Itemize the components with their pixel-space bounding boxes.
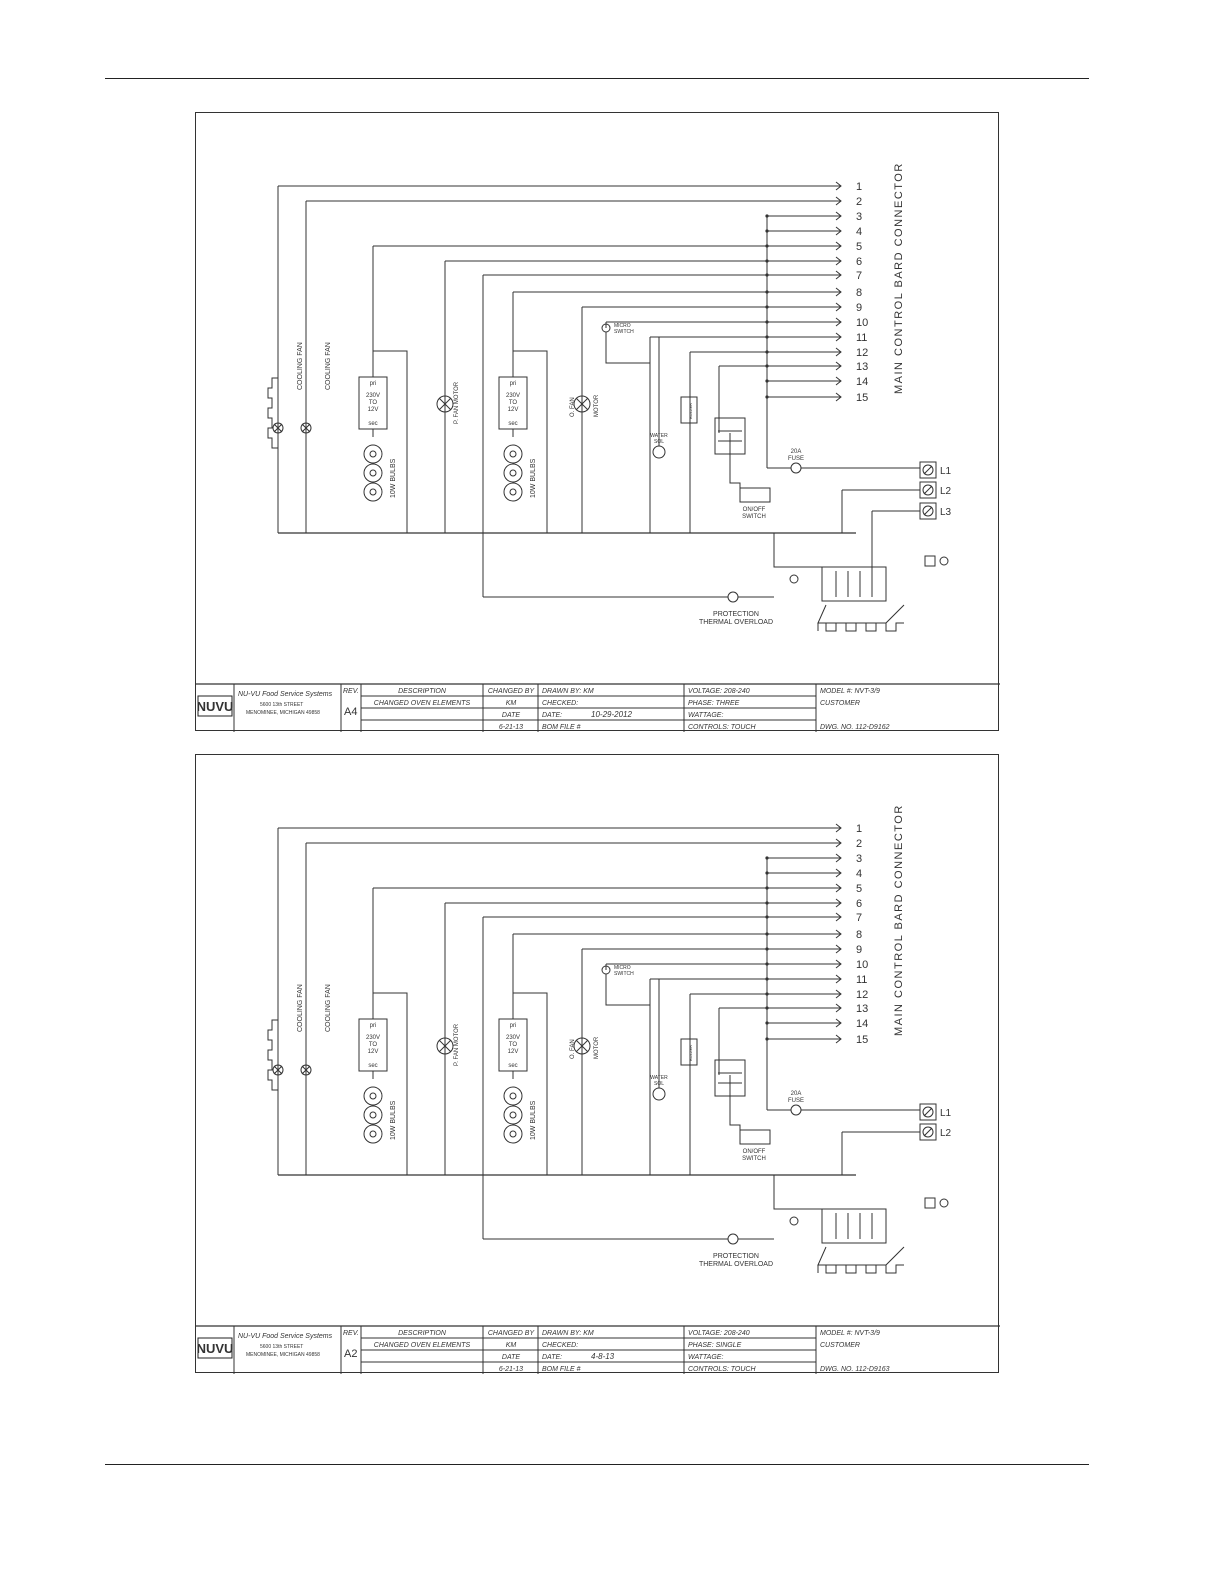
- water-sol-label: SOL: [653, 439, 665, 445]
- connector-pin-number: 12: [856, 347, 869, 359]
- bulbs-label: 10W BULBS: [390, 458, 397, 498]
- customer: CUSTOMER: [820, 1342, 860, 1349]
- contactor-wire: [774, 533, 822, 567]
- header-rule: [105, 78, 1089, 79]
- water-sol-label: SOL: [653, 1081, 665, 1087]
- phase: PHASE: THREE: [688, 700, 740, 707]
- junction: [765, 977, 768, 980]
- junction: [765, 962, 768, 965]
- thermal-label: THERMAL OVERLOAD: [698, 619, 774, 626]
- wiring-diagram: [196, 113, 1000, 732]
- bulb-symbol: [364, 1106, 382, 1124]
- changed-by-header: CHANGED BY: [487, 1330, 535, 1337]
- drawing-number: DWG. NO. 112-D9163: [820, 1366, 890, 1373]
- ground-box: [925, 1198, 935, 1208]
- drawn-by: DRAWN BY: KM: [542, 1330, 594, 1337]
- micro-switch-label: SWITCH: [614, 971, 634, 977]
- junction: [765, 229, 768, 232]
- relay-coil-symbol: [790, 1217, 798, 1225]
- bulb-symbol: [364, 445, 382, 463]
- junction: [765, 947, 768, 950]
- junction: [765, 214, 768, 217]
- connector-pin-number: 1: [856, 823, 863, 835]
- changed-by-header: CHANGED BY: [487, 688, 535, 695]
- rev-header: REV.: [343, 1330, 359, 1337]
- fuse-symbol: [791, 463, 801, 473]
- bom-file: BOM FILE #: [542, 1366, 581, 1373]
- buzzer-label: BUZZER: [688, 1045, 693, 1061]
- p-fan-motor-label: P. FAN MOTOR: [454, 1023, 460, 1066]
- bulb-filament: [370, 1131, 376, 1137]
- junction: [765, 901, 768, 904]
- junction: [765, 871, 768, 874]
- junction: [765, 305, 768, 308]
- description-value: CHANGED OVEN ELEMENTS: [373, 700, 471, 707]
- footer-rule: [105, 1464, 1089, 1465]
- rev-header: REV.: [343, 688, 359, 695]
- connector-title: MAIN CONTROL BARD CONNECTOR: [893, 804, 905, 1036]
- on-off-switch-label: ON/OFF: [742, 1149, 766, 1155]
- transformer-spec: 12V: [507, 1049, 519, 1055]
- model-number: MODEL #: NVT-3/9: [820, 1330, 880, 1337]
- connector-pin-number: 2: [856, 196, 863, 208]
- micro-switch-label: SWITCH: [614, 329, 634, 335]
- date-header: DATE: [501, 712, 521, 719]
- o-fan-motor-label: O. FAN: [570, 397, 576, 417]
- transformer-sec: sec: [508, 1063, 518, 1069]
- junction: [765, 290, 768, 293]
- drawing-number: DWG. NO. 112-D9162: [820, 724, 890, 731]
- connector-pin-number: 11: [856, 974, 868, 986]
- date-label: DATE:: [542, 712, 563, 719]
- terminal-label: L1: [940, 466, 952, 477]
- bulb-filament: [370, 1093, 376, 1099]
- connector-pin-number: 12: [856, 989, 869, 1001]
- heater-element: [268, 1020, 278, 1090]
- on-off-switch-label: ON/OFF: [742, 507, 766, 513]
- on-off-switch-box: [740, 488, 770, 502]
- fuse-label: FUSE: [787, 1098, 805, 1104]
- transformer-spec: TO: [508, 1042, 518, 1048]
- fuse-label: 20A: [790, 449, 802, 455]
- ground-symbol: [940, 1199, 948, 1207]
- bulbs-label: 10W BULBS: [390, 1100, 397, 1140]
- water-sol-label: WATER: [650, 1075, 668, 1081]
- voltage: VOLTAGE: 208-240: [688, 688, 750, 695]
- water-sol-symbol: [653, 446, 665, 458]
- terminal-slot: [924, 466, 932, 474]
- terminal-label: L2: [940, 486, 952, 497]
- fuse-label: FUSE: [787, 456, 805, 462]
- bulb-filament: [510, 1131, 516, 1137]
- junction: [765, 364, 768, 367]
- connector-pin-number: 4: [856, 226, 863, 238]
- bom-file: BOM FILE #: [542, 724, 581, 731]
- connector-pin-number: 15: [856, 1034, 869, 1046]
- relay-coil-symbol: [790, 575, 798, 583]
- o-fan-motor-label: MOTOR: [594, 394, 600, 417]
- junction: [765, 273, 768, 276]
- connector-pin-number: 8: [856, 929, 863, 941]
- transformer-return: [513, 993, 547, 1175]
- connector-pin-number: 14: [856, 1018, 869, 1030]
- transformer-spec: 12V: [367, 1049, 379, 1055]
- cooling-fan-1-label: COOLING FAN: [297, 342, 304, 390]
- transformer-pri: pri: [369, 1023, 377, 1029]
- company-name: NU-VU Food Service Systems: [238, 691, 333, 698]
- junction: [765, 259, 768, 262]
- junction: [765, 350, 768, 353]
- on-off-switch-label: SWITCH: [742, 514, 766, 520]
- phase: PHASE: SINGLE: [688, 1342, 742, 1349]
- heater-element: [818, 1265, 904, 1273]
- connector-pin-number: 13: [856, 1003, 869, 1015]
- contactor-wire: [774, 1175, 822, 1209]
- bulb-symbol: [364, 464, 382, 482]
- connector-pin-number: 10: [856, 959, 869, 971]
- connector-pin-number: 5: [856, 883, 863, 895]
- ground-symbol: [940, 557, 948, 565]
- customer: CUSTOMER: [820, 700, 860, 707]
- terminal-slot: [924, 507, 932, 515]
- bulb-filament: [510, 1093, 516, 1099]
- wiring-diagram: [196, 755, 1000, 1374]
- controls: CONTROLS: TOUCH: [688, 724, 756, 731]
- thermal-overload-symbol: [728, 1234, 738, 1244]
- transformer-spec: TO: [368, 400, 378, 406]
- bulb-filament: [370, 1112, 376, 1118]
- junction: [765, 1037, 768, 1040]
- terminal-label: L1: [940, 1108, 952, 1119]
- transformer-spec: 230V: [365, 1035, 381, 1041]
- fuse-label: 20A: [790, 1091, 802, 1097]
- bulb-filament: [510, 489, 516, 495]
- junction: [765, 992, 768, 995]
- rev-value: A2: [344, 1348, 358, 1360]
- transformer-sec: sec: [368, 1063, 378, 1069]
- bulb-filament: [370, 451, 376, 457]
- date-label: DATE:: [542, 1354, 563, 1361]
- connector-pin-number: 3: [856, 211, 863, 223]
- controls: CONTROLS: TOUCH: [688, 1366, 756, 1373]
- bulb-filament: [510, 1112, 516, 1118]
- cooling-fan-2-label: COOLING FAN: [325, 342, 332, 390]
- transformer-spec: 12V: [367, 407, 379, 413]
- heater-feed: [818, 605, 904, 623]
- bulb-symbol: [364, 1125, 382, 1143]
- bulb-symbol: [504, 1106, 522, 1124]
- transformer-spec: 12V: [507, 407, 519, 413]
- transformer-pri: pri: [509, 1023, 517, 1029]
- transformer-spec: TO: [368, 1042, 378, 1048]
- junction: [765, 335, 768, 338]
- wiring-sheet-single-phase: [195, 754, 999, 1373]
- micro-switch-wire: [606, 332, 650, 363]
- thermal-overload-symbol: [728, 592, 738, 602]
- fuse-symbol: [791, 1105, 801, 1115]
- bulbs-label: 10W BULBS: [530, 1100, 537, 1140]
- company-address: 5600 13th STREET: [260, 702, 304, 708]
- connector-pin-number: 2: [856, 838, 863, 850]
- bulb-filament: [370, 489, 376, 495]
- connector-pin-number: 9: [856, 302, 863, 314]
- terminal-slot: [924, 1108, 932, 1116]
- cooling-fan-2-label: COOLING FAN: [325, 984, 332, 1032]
- connector-pin-number: 11: [856, 332, 868, 344]
- buzzer-label: BUZZER: [688, 403, 693, 419]
- drawn-by: DRAWN BY: KM: [542, 688, 594, 695]
- changed-by-value: KM: [505, 700, 517, 707]
- transformer-spec: 230V: [365, 393, 381, 399]
- junction: [765, 320, 768, 323]
- bulb-symbol: [504, 445, 522, 463]
- company-address: MENOMINEE, MICHIGAN 49858: [246, 1352, 320, 1358]
- date-value: 10-29-2012: [591, 710, 632, 719]
- transformer-return: [373, 993, 407, 1175]
- wattage: WATTAGE:: [688, 1354, 724, 1361]
- connector-pin-number: 10: [856, 317, 869, 329]
- junction: [765, 244, 768, 247]
- water-sol-wire: [650, 337, 659, 446]
- connector-pin-number: 9: [856, 944, 863, 956]
- wiring-sheet-three-phase: [195, 112, 999, 731]
- description-header: DESCRIPTION: [398, 1330, 446, 1337]
- changed-date-value: 6-21-13: [498, 724, 524, 731]
- checked-by: CHECKED:: [542, 700, 579, 707]
- junction: [765, 1006, 768, 1009]
- connector-pin-number: 6: [856, 256, 863, 268]
- transformer-return: [513, 351, 547, 533]
- connector-pin-number: 6: [856, 898, 863, 910]
- date-header: DATE: [501, 1354, 521, 1361]
- bulb-filament: [370, 470, 376, 476]
- company-logo-text: NUVU: [196, 1341, 234, 1356]
- on-off-switch-label: SWITCH: [742, 1156, 766, 1162]
- connector-pin-number: 3: [856, 853, 863, 865]
- micro-switch-label: MICRO: [614, 323, 631, 329]
- connector-pin-number: 5: [856, 241, 863, 253]
- thermal-label: PROTECTION: [713, 611, 759, 618]
- company-name: NU-VU Food Service Systems: [238, 1333, 333, 1340]
- bulb-symbol: [504, 1125, 522, 1143]
- on-off-switch-box: [740, 1130, 770, 1144]
- junction: [765, 915, 768, 918]
- connector-pin-number: 13: [856, 361, 869, 373]
- transformer-sec: sec: [508, 421, 518, 427]
- thermal-label: THERMAL OVERLOAD: [698, 1261, 774, 1268]
- heater-element: [268, 378, 278, 448]
- thermal-label: PROTECTION: [713, 1253, 759, 1260]
- description-header: DESCRIPTION: [398, 688, 446, 695]
- company-logo-text: NUVU: [196, 699, 234, 714]
- connector-pin-number: 1: [856, 181, 863, 193]
- transformer-spec: TO: [508, 400, 518, 406]
- model-number: MODEL #: NVT-3/9: [820, 688, 880, 695]
- junction: [765, 395, 768, 398]
- connector-pin-number: 7: [856, 270, 863, 282]
- cooling-fan-1-label: COOLING FAN: [297, 984, 304, 1032]
- water-sol-symbol: [653, 1088, 665, 1100]
- o-fan-motor-label: O. FAN: [570, 1039, 576, 1059]
- connector-pin-number: 14: [856, 376, 869, 388]
- junction: [765, 886, 768, 889]
- bulb-symbol: [364, 1087, 382, 1105]
- water-sol-wire: [650, 979, 659, 1088]
- junction: [765, 379, 768, 382]
- transformer-spec: 230V: [505, 393, 521, 399]
- contactor-box: [822, 567, 886, 601]
- water-sol-label: WATER: [650, 433, 668, 439]
- transformer-pri: pri: [369, 381, 377, 387]
- bulbs-label: 10W BULBS: [530, 458, 537, 498]
- company-address: 5600 13th STREET: [260, 1344, 304, 1350]
- connector-pin-number: 15: [856, 392, 869, 404]
- wattage: WATTAGE:: [688, 712, 724, 719]
- junction: [765, 1021, 768, 1024]
- micro-switch-label: MICRO: [614, 965, 631, 971]
- bulb-symbol: [504, 464, 522, 482]
- junction: [765, 856, 768, 859]
- transformer-pri: pri: [509, 381, 517, 387]
- bulb-symbol: [504, 1087, 522, 1105]
- connector-title: MAIN CONTROL BARD CONNECTOR: [893, 162, 905, 394]
- bulb-filament: [510, 470, 516, 476]
- ground-box: [925, 556, 935, 566]
- description-value: CHANGED OVEN ELEMENTS: [373, 1342, 471, 1349]
- transformer-return: [373, 351, 407, 533]
- terminal-label: L3: [940, 507, 952, 518]
- connector-pin-number: 7: [856, 912, 863, 924]
- contactor-box: [822, 1209, 886, 1243]
- rev-value: A4: [344, 706, 358, 718]
- bulb-filament: [510, 451, 516, 457]
- heater-feed: [818, 1247, 904, 1265]
- connector-pin-number: 4: [856, 868, 863, 880]
- date-value: 4-8-13: [591, 1352, 615, 1361]
- o-fan-motor-label: MOTOR: [594, 1036, 600, 1059]
- micro-switch-wire: [606, 974, 650, 1005]
- bulb-symbol: [504, 483, 522, 501]
- company-address: MENOMINEE, MICHIGAN 49858: [246, 710, 320, 716]
- voltage: VOLTAGE: 208-240: [688, 1330, 750, 1337]
- junction: [765, 932, 768, 935]
- terminal-slot: [924, 1128, 932, 1136]
- terminal-label: L2: [940, 1128, 952, 1139]
- terminal-slot: [924, 486, 932, 494]
- heater-element: [818, 623, 904, 631]
- transformer-sec: sec: [368, 421, 378, 427]
- bulb-symbol: [364, 483, 382, 501]
- changed-date-value: 6-21-13: [498, 1366, 524, 1373]
- changed-by-value: KM: [505, 1342, 517, 1349]
- transformer-spec: 230V: [505, 1035, 521, 1041]
- connector-pin-number: 8: [856, 287, 863, 299]
- p-fan-motor-label: P. FAN MOTOR: [454, 381, 460, 424]
- checked-by: CHECKED:: [542, 1342, 579, 1349]
